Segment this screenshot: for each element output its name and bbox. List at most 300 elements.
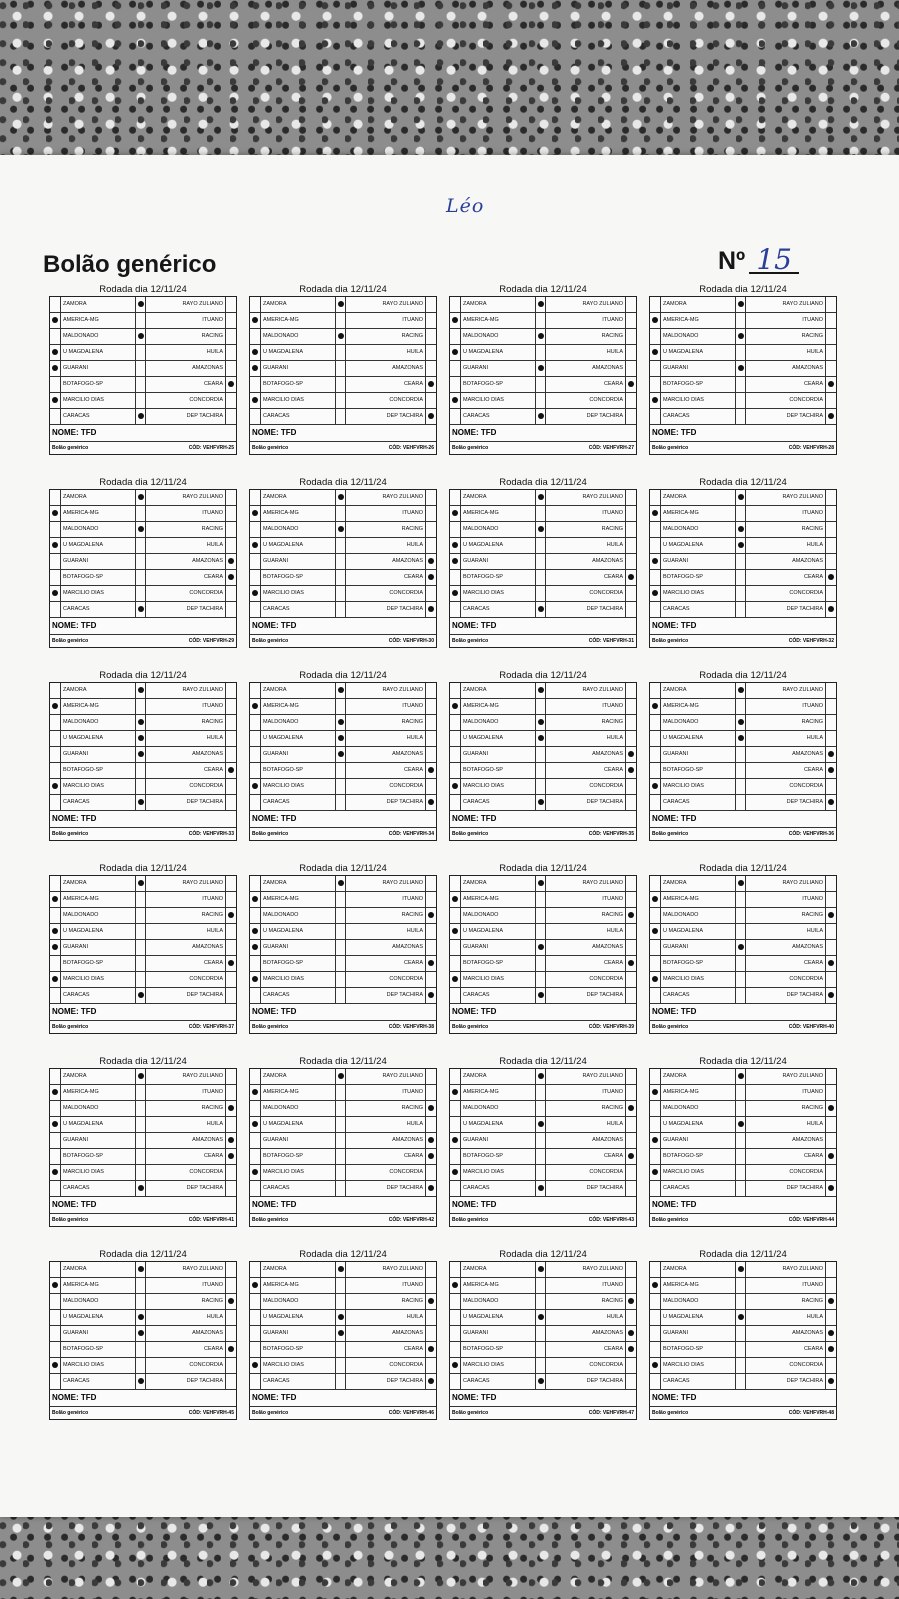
- match-row: [50, 393, 236, 409]
- card-round-title: Rodada dia 12/11/24: [99, 670, 187, 681]
- draw-pick-cell: [136, 570, 146, 585]
- match-row: [50, 329, 236, 345]
- away-pick-cell: [826, 1278, 836, 1293]
- draw-pick-cell: [336, 570, 346, 585]
- draw-pick-cell: [136, 1342, 146, 1357]
- away-pick-cell: [426, 924, 436, 939]
- pick-mark-icon: [538, 735, 544, 741]
- match-row: [250, 779, 436, 795]
- draw-pick-cell: [536, 876, 546, 891]
- home-team: BOTAFOGO-SP: [260, 956, 336, 971]
- pick-mark-icon: [228, 912, 234, 918]
- match-row: [650, 1069, 836, 1085]
- pick-mark-icon: [138, 494, 144, 500]
- pick-mark-icon: [628, 1298, 634, 1304]
- away-pick-cell: [626, 538, 636, 553]
- match-row: [250, 1294, 436, 1310]
- match-row: [450, 1165, 636, 1181]
- home-pick-cell: [250, 586, 260, 601]
- away-team: RAYO ZULIANO: [146, 490, 226, 505]
- draw-pick-cell: [536, 506, 546, 521]
- away-pick-cell: [826, 1358, 836, 1373]
- bet-card: [249, 1248, 437, 1420]
- home-team: MARCILIO DIAS: [60, 1165, 136, 1180]
- pick-mark-icon: [652, 783, 658, 789]
- match-row: [250, 1165, 436, 1181]
- pick-mark-icon: [428, 1105, 434, 1111]
- home-pick-cell: [50, 393, 60, 408]
- card-brand: Bolão genérico: [652, 831, 689, 837]
- home-team: BOTAFOGO-SP: [660, 763, 736, 778]
- card-name-line: NOME: TFD: [650, 1004, 836, 1021]
- card-brand: Bolão genérico: [652, 445, 689, 451]
- match-row: [250, 490, 436, 506]
- home-pick-cell: [250, 393, 260, 408]
- card-brand: Bolão genérico: [452, 638, 489, 644]
- match-row: [250, 747, 436, 763]
- home-team: ZAMORA: [460, 490, 536, 505]
- pick-mark-icon: [828, 413, 834, 419]
- match-row: [450, 876, 636, 892]
- draw-pick-cell: [136, 345, 146, 360]
- card-round-title: Rodada dia 12/11/24: [99, 1249, 187, 1260]
- home-pick-cell: [50, 1326, 60, 1341]
- card-brand: Bolão genérico: [52, 445, 89, 451]
- home-team: MALDONADO: [660, 715, 736, 730]
- away-team: CEARA: [746, 570, 826, 585]
- pick-mark-icon: [252, 976, 258, 982]
- pick-mark-icon: [538, 365, 544, 371]
- away-pick-cell: [426, 1149, 436, 1164]
- card-brand: Bolão genérico: [252, 445, 289, 451]
- card-footer: [450, 442, 636, 454]
- away-team: DEP TACHIRA: [546, 1181, 626, 1196]
- away-team: CONCORDIA: [546, 393, 626, 408]
- match-row: [650, 538, 836, 554]
- home-team: MALDONADO: [460, 908, 536, 923]
- home-team: MALDONADO: [60, 715, 136, 730]
- home-pick-cell: [450, 924, 460, 939]
- home-team: GUARANI: [460, 940, 536, 955]
- home-pick-cell: [250, 956, 260, 971]
- home-pick-cell: [450, 538, 460, 553]
- draw-pick-cell: [536, 602, 546, 617]
- home-team: ZAMORA: [60, 683, 136, 698]
- away-team: ITUANO: [346, 313, 426, 328]
- home-pick-cell: [50, 377, 60, 392]
- pick-mark-icon: [138, 526, 144, 532]
- home-team: MARCILIO DIAS: [260, 586, 336, 601]
- away-pick-cell: [426, 1069, 436, 1084]
- home-team: CARACAS: [660, 1374, 736, 1389]
- draw-pick-cell: [336, 731, 346, 746]
- home-pick-cell: [450, 409, 460, 424]
- away-pick-cell: [426, 1374, 436, 1389]
- home-pick-cell: [450, 554, 460, 569]
- draw-pick-cell: [136, 506, 146, 521]
- home-team: U MAGDALENA: [460, 538, 536, 553]
- away-team: CEARA: [746, 763, 826, 778]
- card-grid: [49, 283, 837, 1420]
- home-team: ZAMORA: [460, 297, 536, 312]
- pick-mark-icon: [52, 703, 58, 709]
- pick-mark-icon: [428, 381, 434, 387]
- away-pick-cell: [626, 1181, 636, 1196]
- match-row: [450, 1181, 636, 1197]
- card-code: CÓD: VEHFVRH-35: [588, 831, 634, 837]
- card-brand: Bolão genérico: [252, 1217, 289, 1223]
- pick-mark-icon: [52, 317, 58, 323]
- away-pick-cell: [426, 940, 436, 955]
- draw-pick-cell: [536, 779, 546, 794]
- away-pick-cell: [826, 1069, 836, 1084]
- match-row: [450, 1374, 636, 1390]
- away-pick-cell: [826, 1133, 836, 1148]
- home-pick-cell: [450, 1149, 460, 1164]
- away-team: CEARA: [746, 377, 826, 392]
- pick-mark-icon: [628, 574, 634, 580]
- home-team: U MAGDALENA: [660, 731, 736, 746]
- pick-mark-icon: [252, 317, 258, 323]
- match-row: [450, 1358, 636, 1374]
- away-pick-cell: [226, 1358, 236, 1373]
- match-row: [50, 1326, 236, 1342]
- away-team: CEARA: [346, 377, 426, 392]
- home-pick-cell: [450, 1358, 460, 1373]
- draw-pick-cell: [336, 1278, 346, 1293]
- home-pick-cell: [250, 892, 260, 907]
- home-pick-cell: [650, 779, 660, 794]
- draw-pick-cell: [536, 554, 546, 569]
- home-team: ZAMORA: [260, 490, 336, 505]
- away-pick-cell: [226, 876, 236, 891]
- home-pick-cell: [450, 345, 460, 360]
- away-pick-cell: [426, 297, 436, 312]
- card-footer: [250, 1214, 436, 1226]
- pick-mark-icon: [652, 1169, 658, 1175]
- card-name-line: NOME: TFD: [50, 618, 236, 635]
- pick-mark-icon: [428, 799, 434, 805]
- pick-mark-icon: [452, 1169, 458, 1175]
- home-pick-cell: [50, 1181, 60, 1196]
- sheet-title: Bolão genérico: [43, 251, 217, 278]
- draw-pick-cell: [736, 779, 746, 794]
- away-pick-cell: [426, 972, 436, 987]
- card-footer: [450, 1407, 636, 1419]
- match-row: [650, 1149, 836, 1165]
- away-team: HUILA: [746, 345, 826, 360]
- pick-mark-icon: [738, 944, 744, 950]
- away-pick-cell: [426, 1326, 436, 1341]
- pick-mark-icon: [828, 1105, 834, 1111]
- home-team: MARCILIO DIAS: [460, 1165, 536, 1180]
- pick-mark-icon: [652, 510, 658, 516]
- card-footer: [50, 1214, 236, 1226]
- pick-mark-icon: [228, 1298, 234, 1304]
- away-team: ITUANO: [746, 506, 826, 521]
- home-team: MALDONADO: [60, 522, 136, 537]
- pick-mark-icon: [628, 751, 634, 757]
- bet-card: [49, 669, 237, 841]
- home-pick-cell: [450, 699, 460, 714]
- away-team: CEARA: [346, 763, 426, 778]
- home-team: U MAGDALENA: [260, 731, 336, 746]
- away-team: RAYO ZULIANO: [346, 490, 426, 505]
- home-team: U MAGDALENA: [460, 924, 536, 939]
- home-pick-cell: [250, 715, 260, 730]
- home-team: CARACAS: [60, 988, 136, 1003]
- draw-pick-cell: [536, 940, 546, 955]
- away-team: CEARA: [546, 1342, 626, 1357]
- match-row: [650, 1342, 836, 1358]
- away-team: DEP TACHIRA: [146, 1181, 226, 1196]
- away-pick-cell: [226, 1374, 236, 1389]
- away-pick-cell: [826, 538, 836, 553]
- home-team: U MAGDALENA: [260, 345, 336, 360]
- match-row: [450, 763, 636, 779]
- draw-pick-cell: [736, 1374, 746, 1389]
- away-pick-cell: [626, 554, 636, 569]
- home-pick-cell: [450, 1101, 460, 1116]
- away-pick-cell: [626, 924, 636, 939]
- away-pick-cell: [626, 940, 636, 955]
- pick-mark-icon: [338, 719, 344, 725]
- away-pick-cell: [626, 490, 636, 505]
- match-row: [650, 377, 836, 393]
- card-table: [449, 489, 637, 648]
- away-pick-cell: [826, 361, 836, 376]
- home-team: MALDONADO: [660, 1101, 736, 1116]
- match-row: [250, 1117, 436, 1133]
- home-pick-cell: [50, 522, 60, 537]
- draw-pick-cell: [736, 715, 746, 730]
- away-pick-cell: [626, 892, 636, 907]
- pick-mark-icon: [252, 1169, 258, 1175]
- pick-mark-icon: [138, 1378, 144, 1384]
- away-team: RAYO ZULIANO: [146, 1262, 226, 1277]
- away-team: RACING: [546, 522, 626, 537]
- away-team: ITUANO: [746, 313, 826, 328]
- home-team: GUARANI: [460, 747, 536, 762]
- away-team: RAYO ZULIANO: [746, 490, 826, 505]
- pick-mark-icon: [652, 896, 658, 902]
- match-row: [450, 409, 636, 425]
- card-brand: Bolão genérico: [52, 638, 89, 644]
- home-pick-cell: [650, 956, 660, 971]
- away-pick-cell: [626, 972, 636, 987]
- home-team: U MAGDALENA: [60, 345, 136, 360]
- home-team: U MAGDALENA: [460, 731, 536, 746]
- pick-mark-icon: [452, 590, 458, 596]
- away-team: AMAZONAS: [546, 554, 626, 569]
- match-row: [650, 522, 836, 538]
- match-row: [250, 940, 436, 956]
- away-pick-cell: [426, 988, 436, 1003]
- home-pick-cell: [650, 1262, 660, 1277]
- away-pick-cell: [426, 329, 436, 344]
- match-row: [650, 1165, 836, 1181]
- match-row: [50, 602, 236, 618]
- pick-mark-icon: [252, 397, 258, 403]
- home-team: U MAGDALENA: [60, 538, 136, 553]
- home-pick-cell: [250, 908, 260, 923]
- draw-pick-cell: [136, 779, 146, 794]
- away-team: CEARA: [346, 956, 426, 971]
- home-pick-cell: [250, 602, 260, 617]
- draw-pick-cell: [136, 602, 146, 617]
- home-team: BOTAFOGO-SP: [60, 377, 136, 392]
- home-team: MARCILIO DIAS: [260, 393, 336, 408]
- home-team: GUARANI: [460, 361, 536, 376]
- pick-mark-icon: [428, 574, 434, 580]
- away-team: HUILA: [746, 1117, 826, 1132]
- home-pick-cell: [450, 1326, 460, 1341]
- home-team: CARACAS: [460, 988, 536, 1003]
- home-team: MARCILIO DIAS: [660, 586, 736, 601]
- away-pick-cell: [626, 1069, 636, 1084]
- draw-pick-cell: [536, 1165, 546, 1180]
- away-pick-cell: [226, 409, 236, 424]
- card-footer: [450, 635, 636, 647]
- draw-pick-cell: [736, 409, 746, 424]
- draw-pick-cell: [136, 538, 146, 553]
- home-pick-cell: [450, 940, 460, 955]
- match-row: [450, 1085, 636, 1101]
- away-team: RACING: [346, 1294, 426, 1309]
- pick-mark-icon: [452, 317, 458, 323]
- away-team: DEP TACHIRA: [146, 1374, 226, 1389]
- away-team: HUILA: [146, 1310, 226, 1325]
- away-team: RAYO ZULIANO: [146, 297, 226, 312]
- away-pick-cell: [626, 763, 636, 778]
- draw-pick-cell: [736, 1133, 746, 1148]
- home-pick-cell: [650, 763, 660, 778]
- card-round-title: Rodada dia 12/11/24: [299, 477, 387, 488]
- pick-mark-icon: [138, 687, 144, 693]
- pick-mark-icon: [228, 960, 234, 966]
- card-code: CÓD: VEHFVRH-42: [388, 1217, 434, 1223]
- pick-mark-icon: [738, 880, 744, 886]
- home-pick-cell: [450, 1133, 460, 1148]
- home-pick-cell: [450, 1262, 460, 1277]
- home-team: BOTAFOGO-SP: [660, 570, 736, 585]
- match-row: [450, 1117, 636, 1133]
- pick-mark-icon: [52, 976, 58, 982]
- bet-card: [649, 1248, 837, 1420]
- card-footer: [50, 828, 236, 840]
- match-row: [650, 1278, 836, 1294]
- away-pick-cell: [826, 1262, 836, 1277]
- match-row: [50, 361, 236, 377]
- away-pick-cell: [426, 506, 436, 521]
- home-team: BOTAFOGO-SP: [260, 1342, 336, 1357]
- match-row: [650, 297, 836, 313]
- home-pick-cell: [450, 1069, 460, 1084]
- pick-mark-icon: [252, 590, 258, 596]
- draw-pick-cell: [136, 715, 146, 730]
- home-pick-cell: [250, 1101, 260, 1116]
- away-team: CONCORDIA: [146, 1358, 226, 1373]
- pick-mark-icon: [52, 397, 58, 403]
- bet-card: [649, 862, 837, 1034]
- card-name-line: NOME: TFD: [650, 425, 836, 442]
- draw-pick-cell: [136, 377, 146, 392]
- home-team: ZAMORA: [460, 1069, 536, 1084]
- match-row: [650, 409, 836, 425]
- home-team: CARACAS: [660, 602, 736, 617]
- match-row: [50, 892, 236, 908]
- away-team: HUILA: [346, 731, 426, 746]
- away-pick-cell: [226, 1326, 236, 1341]
- draw-pick-cell: [536, 908, 546, 923]
- card-name-line: NOME: TFD: [450, 1004, 636, 1021]
- pick-mark-icon: [452, 928, 458, 934]
- draw-pick-cell: [736, 297, 746, 312]
- home-team: MALDONADO: [460, 522, 536, 537]
- away-team: ITUANO: [146, 313, 226, 328]
- home-team: AMERICA-MG: [460, 1278, 536, 1293]
- away-pick-cell: [826, 956, 836, 971]
- card-round-title: Rodada dia 12/11/24: [299, 670, 387, 681]
- home-team: CARACAS: [460, 1374, 536, 1389]
- home-pick-cell: [250, 522, 260, 537]
- away-pick-cell: [626, 1133, 636, 1148]
- draw-pick-cell: [536, 313, 546, 328]
- draw-pick-cell: [136, 1085, 146, 1100]
- draw-pick-cell: [536, 1310, 546, 1325]
- away-team: CEARA: [346, 1342, 426, 1357]
- home-team: MARCILIO DIAS: [60, 779, 136, 794]
- bet-card: [449, 1055, 637, 1227]
- home-team: BOTAFOGO-SP: [460, 763, 536, 778]
- away-pick-cell: [626, 779, 636, 794]
- away-pick-cell: [626, 602, 636, 617]
- away-pick-cell: [626, 795, 636, 810]
- away-pick-cell: [426, 586, 436, 601]
- match-row: [50, 988, 236, 1004]
- home-team: MARCILIO DIAS: [660, 972, 736, 987]
- pick-mark-icon: [652, 590, 658, 596]
- away-pick-cell: [826, 1165, 836, 1180]
- away-pick-cell: [626, 1165, 636, 1180]
- pick-mark-icon: [338, 1073, 344, 1079]
- home-pick-cell: [250, 506, 260, 521]
- away-pick-cell: [226, 345, 236, 360]
- card-name-line: NOME: TFD: [450, 1390, 636, 1407]
- home-pick-cell: [50, 1358, 60, 1373]
- home-team: BOTAFOGO-SP: [660, 1149, 736, 1164]
- match-row: [650, 731, 836, 747]
- pick-mark-icon: [738, 365, 744, 371]
- match-row: [50, 1165, 236, 1181]
- away-team: HUILA: [746, 924, 826, 939]
- home-team: MALDONADO: [260, 329, 336, 344]
- card-round-title: Rodada dia 12/11/24: [99, 863, 187, 874]
- draw-pick-cell: [136, 972, 146, 987]
- away-team: DEP TACHIRA: [746, 1374, 826, 1389]
- away-team: DEP TACHIRA: [346, 795, 426, 810]
- pick-mark-icon: [828, 1378, 834, 1384]
- pick-mark-icon: [538, 992, 544, 998]
- home-pick-cell: [250, 940, 260, 955]
- draw-pick-cell: [536, 795, 546, 810]
- away-team: ITUANO: [146, 699, 226, 714]
- draw-pick-cell: [736, 747, 746, 762]
- draw-pick-cell: [736, 1310, 746, 1325]
- draw-pick-cell: [536, 345, 546, 360]
- draw-pick-cell: [736, 377, 746, 392]
- card-round-title: Rodada dia 12/11/24: [299, 284, 387, 295]
